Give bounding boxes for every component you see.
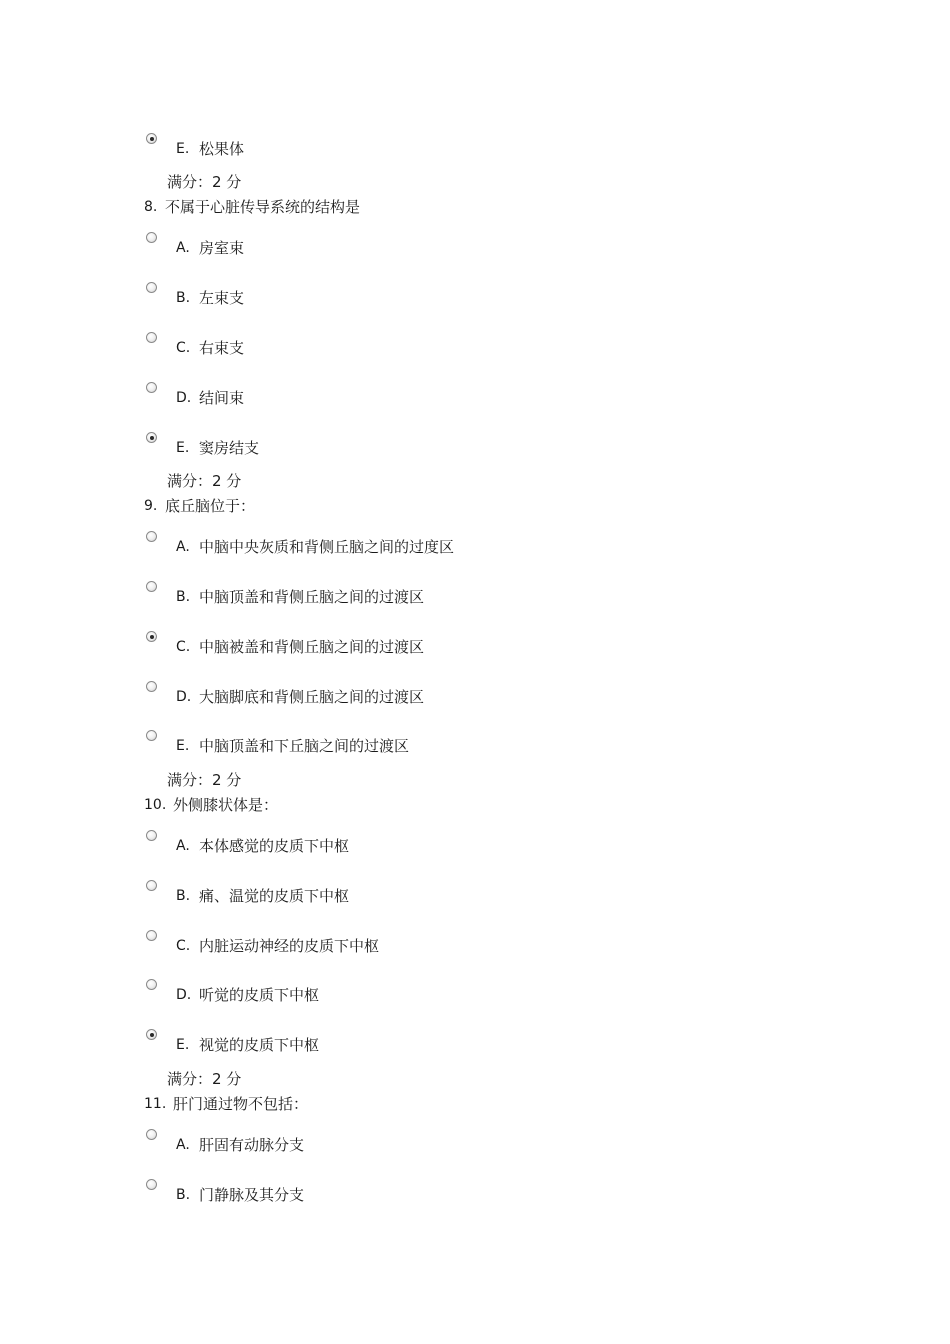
option-letter: E.	[176, 1037, 190, 1053]
option-letter: A.	[176, 240, 190, 256]
score-label: 满分：2 分	[167, 472, 242, 490]
option-text: 内脏运动神经的皮质下中枢	[199, 937, 380, 955]
radio-q8-a[interactable]	[146, 232, 157, 243]
option-letter: E.	[176, 141, 190, 157]
question-number: 11.	[144, 1096, 167, 1112]
score-label: 满分：2 分	[167, 771, 242, 789]
score-label: 满分：2 分	[167, 173, 242, 191]
question-text: 底丘脑位于：	[165, 497, 256, 515]
option-text: 结间束	[199, 389, 245, 407]
question-number: 10.	[144, 797, 167, 813]
option-letter: A.	[176, 1137, 190, 1153]
option-text: 中脑被盖和背侧丘脑之间的过渡区	[199, 638, 425, 656]
option-letter: D.	[176, 987, 192, 1003]
option-text: 肝固有动脉分支	[199, 1136, 305, 1154]
radio-q9-a[interactable]	[146, 531, 157, 542]
radio-q10-d[interactable]	[146, 979, 157, 990]
option-letter: E.	[176, 440, 190, 456]
question-text: 外侧膝状体是：	[173, 796, 279, 814]
radio-q9-b[interactable]	[146, 581, 157, 592]
question-number: 9.	[144, 498, 158, 514]
radio-q10-c[interactable]	[146, 930, 157, 941]
option-letter: A.	[176, 838, 190, 854]
radio-q8-e[interactable]	[146, 432, 157, 443]
option-letter: A.	[176, 539, 190, 555]
option-letter: B.	[176, 1187, 191, 1203]
option-text: 右束支	[199, 339, 245, 357]
option-letter: D.	[176, 390, 192, 406]
option-letter: C.	[176, 340, 191, 356]
question-number: 8.	[144, 199, 158, 215]
option-text: 大脑脚底和背侧丘脑之间的过渡区	[199, 688, 425, 706]
radio-q8-d[interactable]	[146, 382, 157, 393]
option-text: 视觉的皮质下中枢	[199, 1036, 320, 1054]
option-letter: E.	[176, 738, 190, 754]
radio-q9-e[interactable]	[146, 730, 157, 741]
option-text: 房室束	[199, 239, 245, 257]
radio-q8-c[interactable]	[146, 332, 157, 343]
option-text: 左束支	[199, 289, 245, 307]
radio-q10-a[interactable]	[146, 830, 157, 841]
option-letter: C.	[176, 938, 191, 954]
question-text: 肝门通过物不包括：	[173, 1095, 309, 1113]
option-text: 中脑顶盖和下丘脑之间的过渡区	[199, 737, 410, 755]
option-letter: D.	[176, 689, 192, 705]
option-letter: B.	[176, 589, 191, 605]
option-text: 本体感觉的皮质下中枢	[199, 837, 350, 855]
score-label: 满分：2 分	[167, 1070, 242, 1088]
option-text: 窦房结支	[199, 439, 260, 457]
radio-q11-b[interactable]	[146, 1179, 157, 1190]
question-text: 不属于心脏传导系统的结构是	[165, 198, 361, 216]
option-text: 松果体	[199, 140, 245, 158]
radio-q10-b[interactable]	[146, 880, 157, 891]
radio-q7-e[interactable]	[146, 133, 157, 144]
option-text: 听觉的皮质下中枢	[199, 986, 320, 1004]
option-text: 门静脉及其分支	[199, 1186, 305, 1204]
option-letter: B.	[176, 290, 191, 306]
option-text: 中脑中央灰质和背侧丘脑之间的过度区	[199, 538, 455, 556]
option-text: 中脑顶盖和背侧丘脑之间的过渡区	[199, 588, 425, 606]
option-letter: B.	[176, 888, 191, 904]
radio-q11-a[interactable]	[146, 1129, 157, 1140]
option-letter: C.	[176, 639, 191, 655]
radio-q9-c[interactable]	[146, 631, 157, 642]
radio-q9-d[interactable]	[146, 681, 157, 692]
radio-q10-e[interactable]	[146, 1029, 157, 1040]
option-text: 痛、温觉的皮质下中枢	[199, 887, 350, 905]
radio-q8-b[interactable]	[146, 282, 157, 293]
